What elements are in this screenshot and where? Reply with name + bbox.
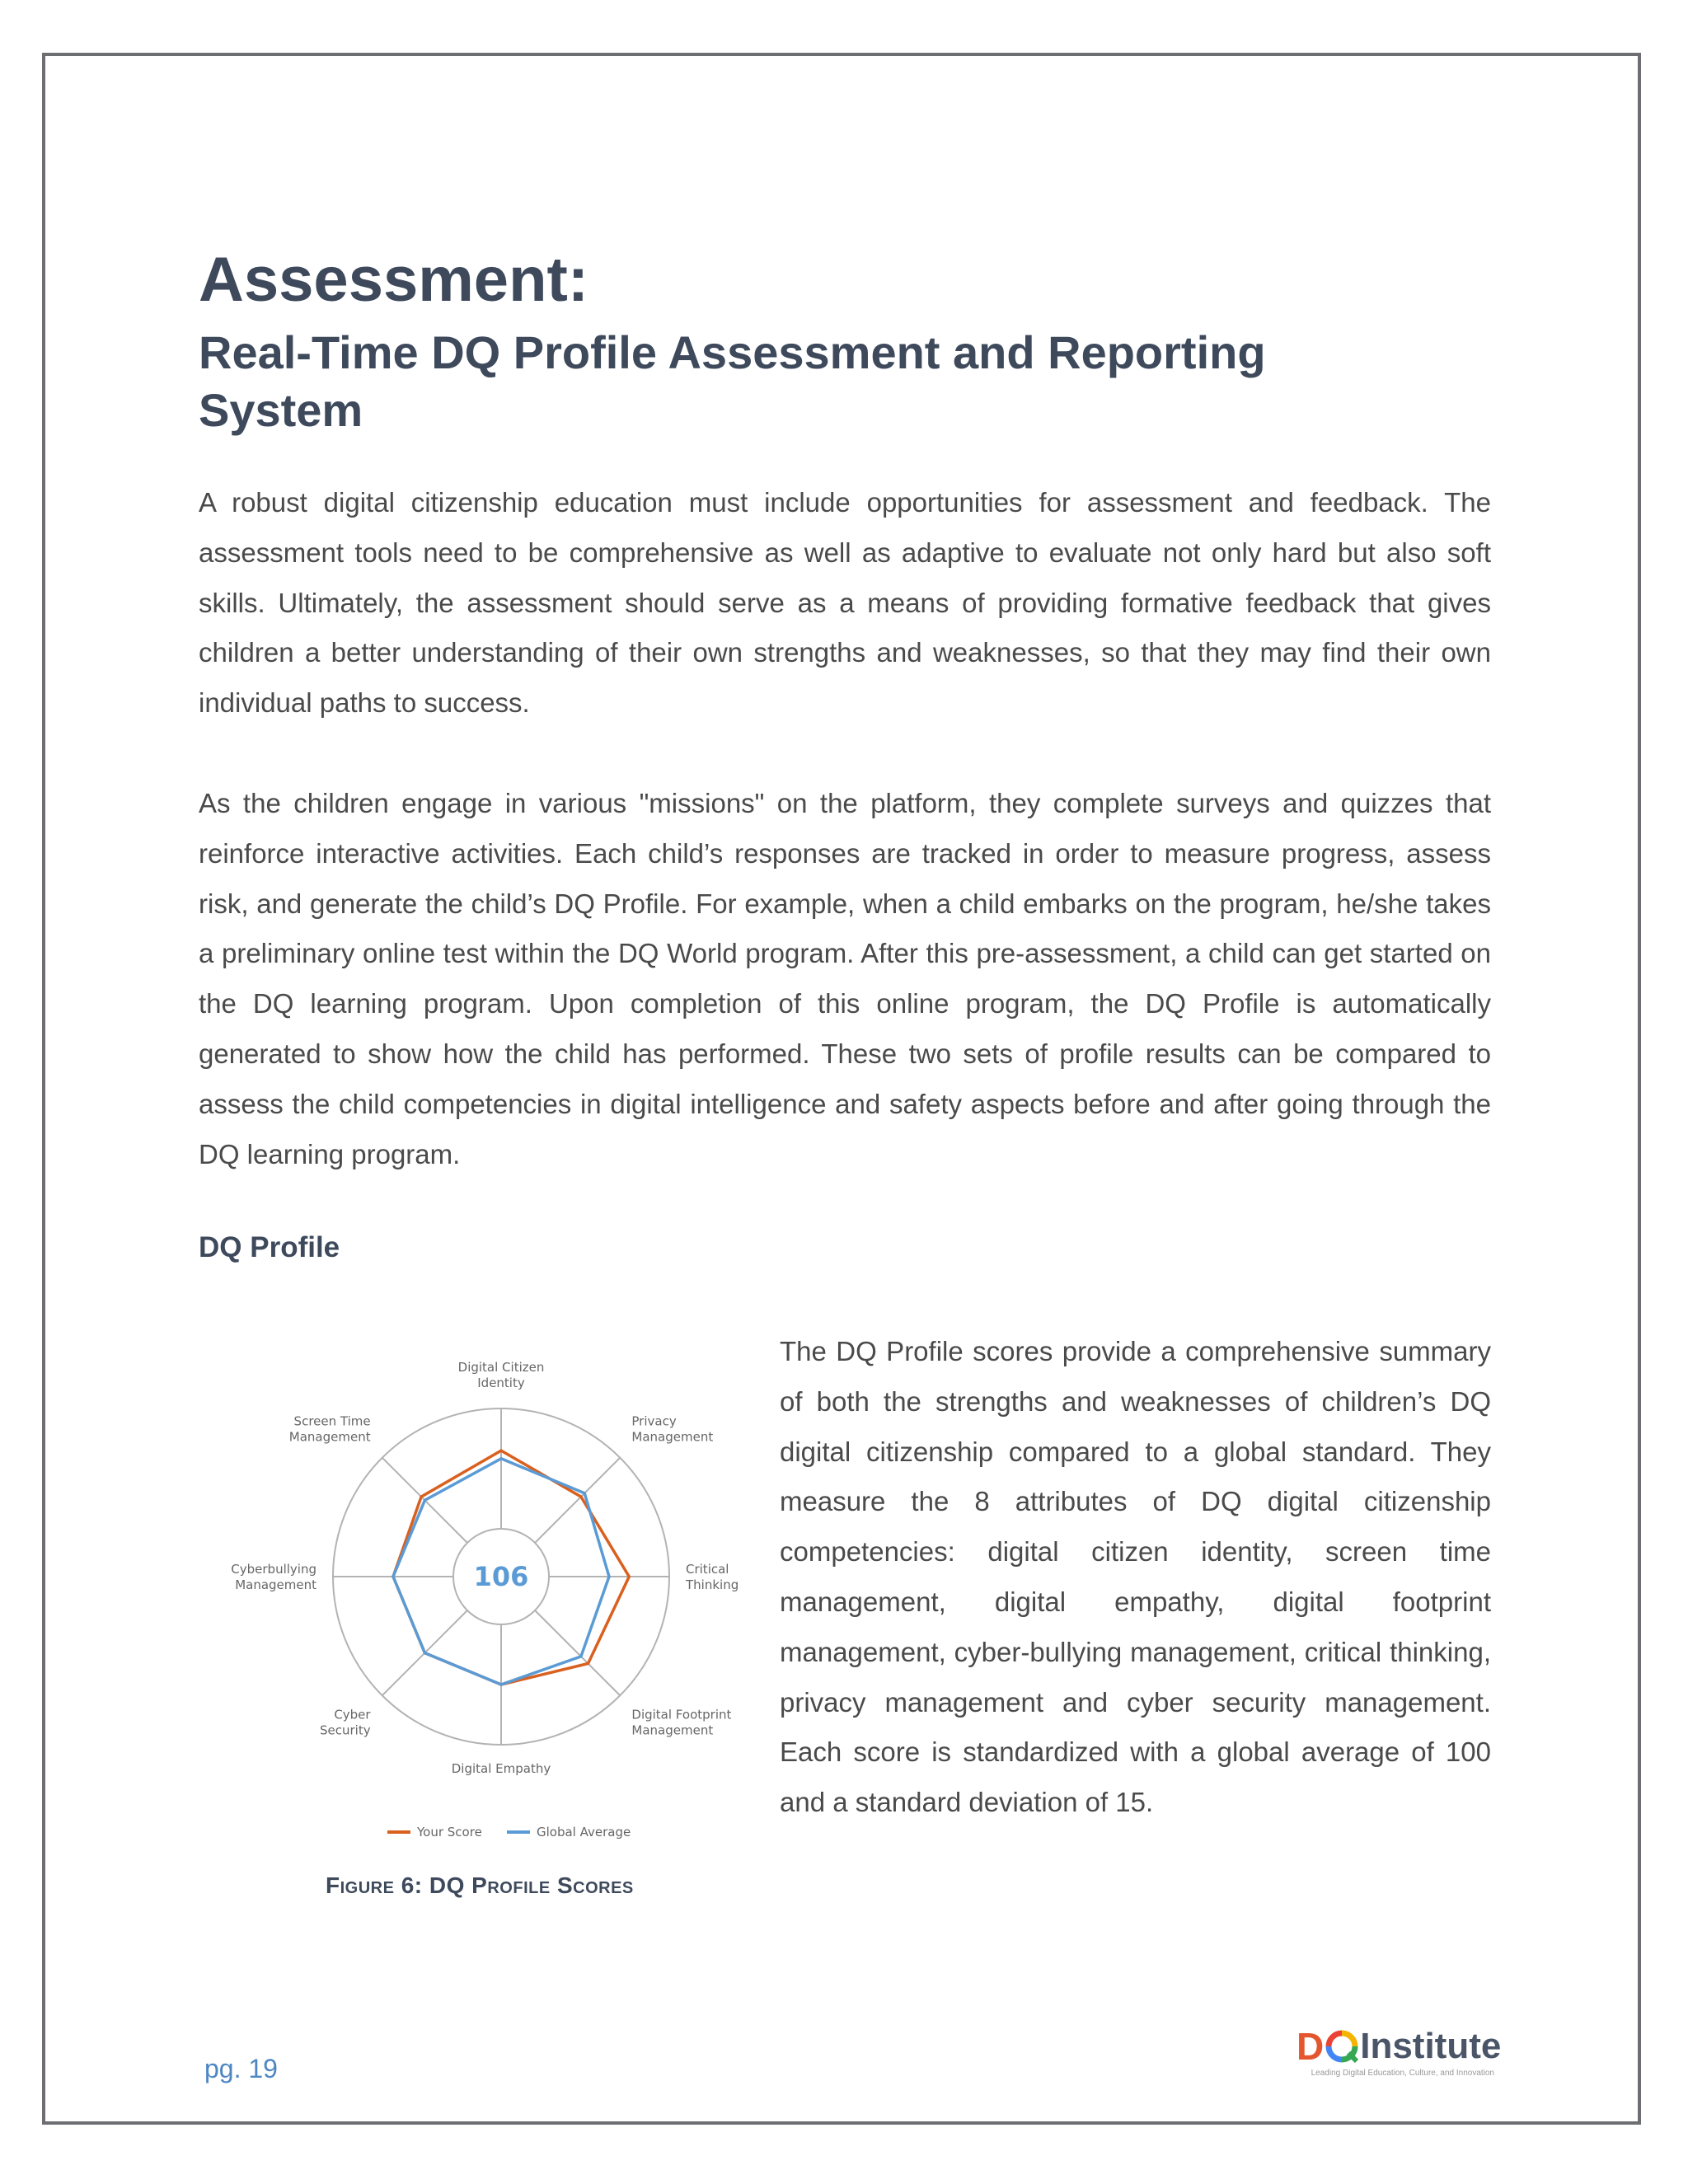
page-number: pg. 19 (204, 2054, 278, 2083)
logo-tagline: Leading Digital Education, Culture, and Innovation (1311, 2069, 1494, 2078)
radar-axis-label: Management (631, 1722, 714, 1738)
radar-axis-label: Management (631, 1429, 714, 1445)
radar-axis-label: Digital Citizen (457, 1360, 545, 1375)
radar-axis-label: Privacy (631, 1413, 677, 1429)
logo-word: Institute (1360, 2026, 1502, 2066)
radar-axis-label: Screen Time (293, 1413, 371, 1429)
page-subtitle: Real-Time DQ Profile Assessment and Reporting System (199, 326, 1266, 436)
radar-spoke (535, 1458, 620, 1543)
missions-paragraph: As the children engage in various "missions" on the platform, they complete surveys and quizzes that reinforce interactive activities. Each child’s responses are tracked in order to measure progress, assess risk, and generate the child’s DQ Profile. For example, when a child embarks on the program, he/she takes a preliminary online test within the DQ World program. After this pre-assessment, a child can get started on the DQ learning program. Upon completion of this online program, the DQ Profile is automatically generated to show how the child has performed. These two sets of profile results can be compared to assess the child competencies in digital intelligence and safety aspects before and after going through the DQ learning program. (199, 788, 1491, 1169)
radar-axis-label: Digital Empathy (451, 1761, 551, 1776)
figure-caption: Figure 6: DQ Profile Scores (326, 1872, 634, 1898)
radar-axis-label: Digital Footprint (631, 1707, 732, 1722)
radar-center-score: 106 (473, 1561, 529, 1592)
dq-institute-logo (1296, 2025, 1502, 2078)
legend-label: Global Average (537, 1825, 631, 1840)
radar-axis-label: Thinking (686, 1577, 739, 1592)
radar-axis-label: Management (288, 1429, 371, 1445)
legend-label: Your Score (417, 1825, 482, 1840)
radar-chart-svg (214, 1352, 758, 1863)
page-title: Assessment: (199, 245, 589, 315)
radar-axis-label: Security (319, 1722, 371, 1738)
dq-profile-chart (214, 1352, 758, 1863)
radar-axis-label: Critical (686, 1562, 729, 1577)
radar-axis-label: Identity (477, 1376, 525, 1390)
dq-profile-heading: DQ Profile (199, 1231, 340, 1263)
radar-axis-label: Cyber (334, 1707, 371, 1722)
intro-paragraph: A robust digital citizenship education must include opportunities for assessment and feedback. The assessment tools need to be comprehensive as well as adaptive to evaluate not only hard but also soft skills. Ultimately, the assessment should serve as a means of providing formative feedback that gives children a better understanding of their own strengths and weaknesses, so that they may find their own individual paths to success. (199, 487, 1491, 719)
profile-paragraph: The DQ Profile scores provide a comprehensive summary of both the strengths and weaknesses of children’s DQ digital citizenship compared to a global standard. They measure the 8 attributes of DQ digital citizenship competencies: digital citizen identity, screen time management, digital empathy, digital footprint management, cyber-bullying management, critical thinking, privacy management and cyber security management. Each score is standardized with a global average of 100 and a standard deviation of 15. (780, 1336, 1491, 1818)
logo-d-letter: D (1296, 2025, 1325, 2068)
logo-q-icon (1325, 2030, 1358, 2063)
radar-axis-label: Cyberbullying (231, 1562, 316, 1577)
radar-axis-label: Management (235, 1577, 316, 1592)
